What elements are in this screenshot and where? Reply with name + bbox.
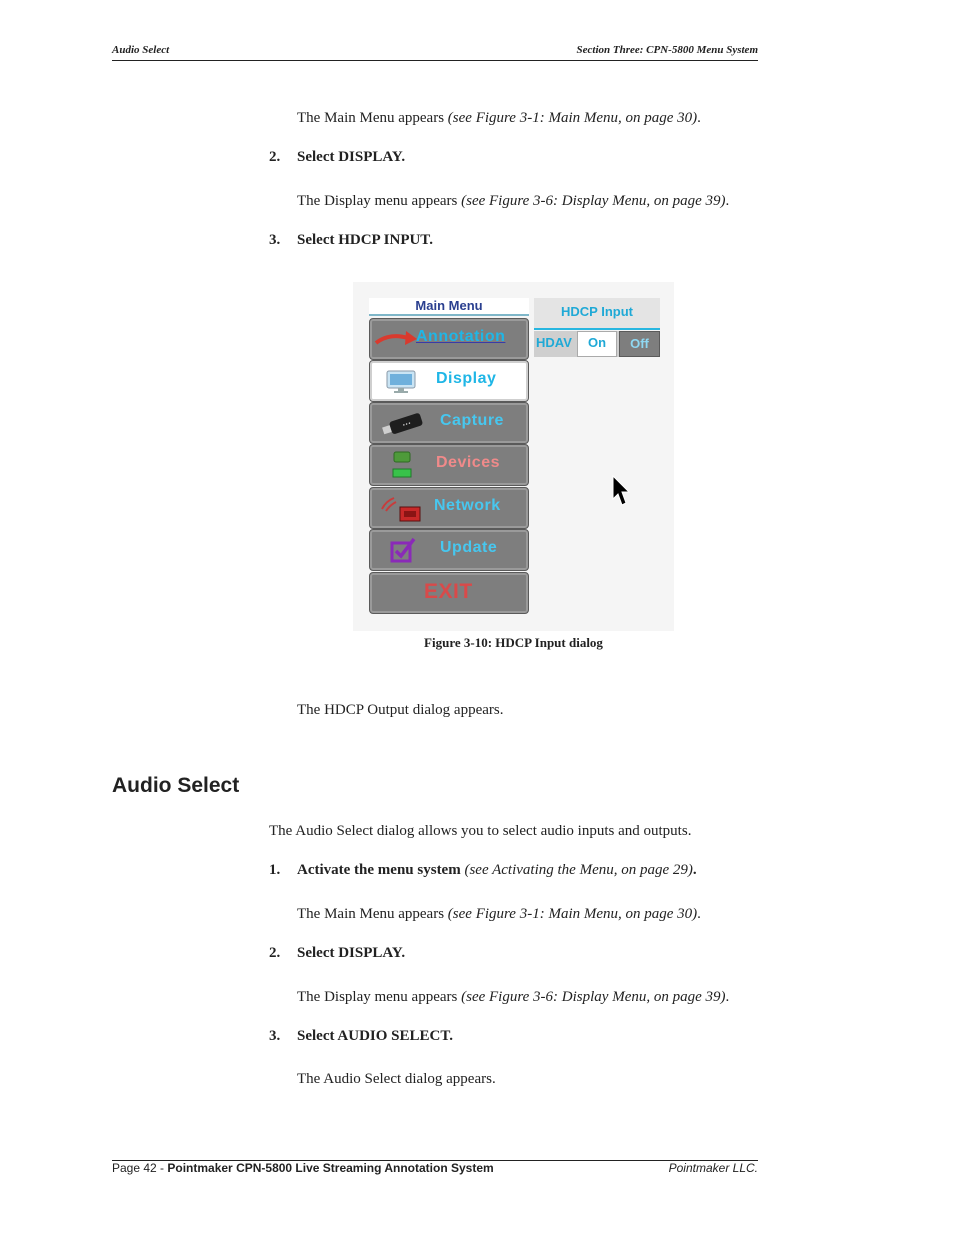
document-title: Pointmaker CPN-5800 Live Streaming Annotation System (167, 1161, 494, 1175)
devices-icon (390, 451, 414, 481)
menu-button-capture[interactable] (369, 402, 529, 444)
step-number: 2. (269, 149, 281, 165)
red-arrow-icon (374, 329, 418, 349)
menu-button-network[interactable] (369, 487, 529, 529)
cross-reference[interactable]: (see Figure 3-6: Display Menu, on page 39) (461, 193, 726, 209)
footer-page-info (112, 1161, 494, 1175)
step-select-audio-select (269, 1027, 453, 1045)
menu-label: Devices (436, 454, 500, 471)
menu-button-exit[interactable] (369, 572, 529, 614)
main-menu-title: Main Menu (369, 298, 529, 316)
paragraph-main-menu-appears-2: The Main Menu appears (see Figure 3-1: Main Menu, on page 30). (297, 906, 701, 922)
network-icon (378, 493, 424, 525)
menu-button-update[interactable] (369, 529, 529, 571)
hdcp-on-button[interactable]: On (577, 331, 617, 357)
step-text: Select HDCP INPUT. (297, 232, 433, 248)
step-number: 3. (269, 1028, 281, 1044)
step-number: 3. (269, 232, 281, 248)
footer-company: Pointmaker LLC. (668, 1161, 758, 1175)
menu-label: Network (434, 497, 501, 514)
step-number: 2. (269, 945, 281, 961)
paragraph-display-menu-appears: The Display menu appears (see Figure 3-6: Display Menu, on page 39). (297, 193, 730, 209)
usb-drive-icon (378, 412, 428, 436)
paragraph-hdcp-output-appears: The HDCP Output dialog appears. (297, 702, 504, 718)
section-heading: Audio Select (112, 774, 240, 797)
running-footer (112, 1160, 758, 1175)
step-text: Select DISPLAY. (297, 149, 406, 165)
figure-caption: Figure 3-10: HDCP Input dialog (424, 635, 603, 650)
checkbox-icon (390, 537, 416, 563)
cross-reference[interactable]: (see Figure 3-1: Main Menu, on page 30) (447, 110, 698, 126)
page-number: Page 42 - (112, 1161, 168, 1175)
step-select-display (269, 148, 406, 166)
mouse-cursor-icon (612, 475, 630, 507)
step-activate-menu: 1. Activate the menu system (see Activating the Menu, on page 29). (269, 862, 697, 878)
paragraph-display-menu-appears-2: The Display menu appears (see Figure 3-6: Display Menu, on page 39). (297, 989, 730, 1005)
hdcp-option-row (534, 331, 660, 357)
menu-label: Annotation (416, 328, 506, 345)
header-section-left: Audio Select (112, 44, 170, 56)
svg-text:•••: ••• (401, 420, 413, 430)
menu-button-devices[interactable] (369, 444, 529, 486)
menu-label: Update (440, 539, 498, 556)
paragraph-audio-select-appears: The Audio Select dialog appears. (297, 1071, 496, 1087)
hdav-label: HDAV (536, 335, 572, 350)
hdcp-off-button[interactable]: Off (619, 331, 660, 357)
cross-reference[interactable]: (see Activating the Menu, on page 29) (464, 862, 693, 878)
step-text: Select AUDIO SELECT. (297, 1028, 453, 1044)
menu-button-annotation[interactable] (369, 318, 529, 360)
step-select-display-2 (269, 944, 406, 962)
section-intro: The Audio Select dialog allows you to select audio inputs and outputs. (269, 823, 692, 839)
header-section-right: Section Three: CPN-5800 Menu System (576, 44, 758, 56)
step-text: Select DISPLAY. (297, 945, 406, 961)
monitor-icon (386, 370, 416, 394)
menu-button-display[interactable] (369, 360, 529, 402)
hdcp-input-figure (353, 282, 674, 631)
step-select-hdcp-input (269, 231, 433, 249)
step-number: 1. (269, 862, 281, 878)
running-header (112, 44, 758, 61)
step-text: Activate the menu system (297, 862, 465, 878)
menu-label: Display (436, 370, 497, 387)
paragraph-main-menu-appears: The Main Menu appears (see Figure 3-1: Main Menu, on page 30). (297, 110, 701, 126)
menu-label: Capture (440, 412, 504, 429)
cross-reference[interactable]: (see Figure 3-6: Display Menu, on page 39) (461, 989, 726, 1005)
hdcp-input-title: HDCP Input (534, 298, 660, 330)
cross-reference[interactable]: (see Figure 3-1: Main Menu, on page 30) (447, 906, 698, 922)
menu-label: EXIT (424, 580, 473, 603)
